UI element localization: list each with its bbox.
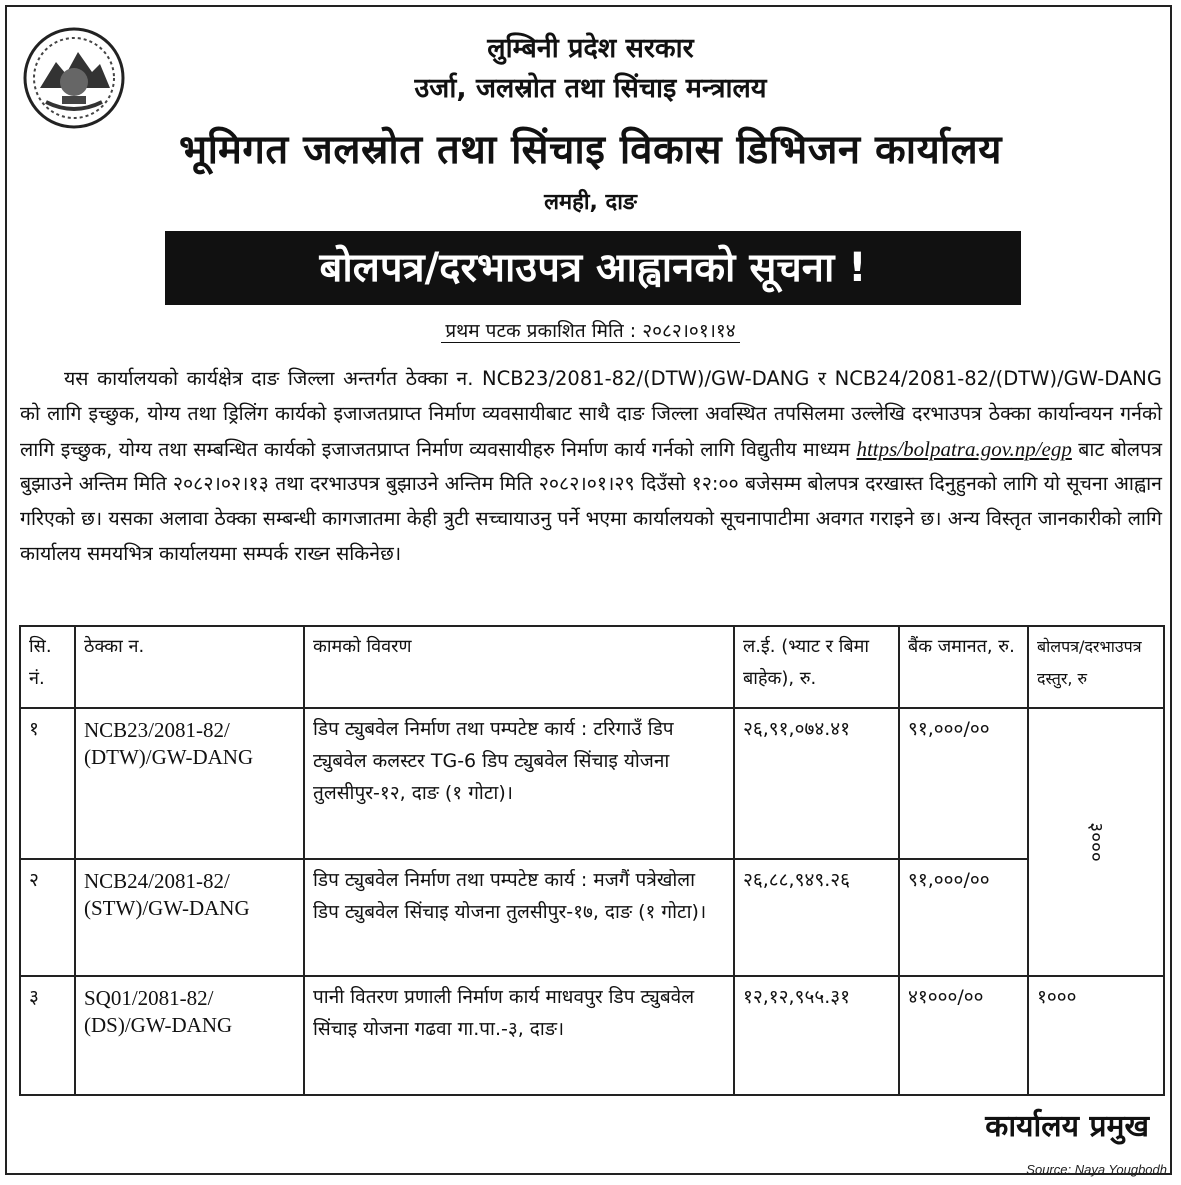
- header-description: कामको विवरण: [304, 626, 734, 708]
- table-row: [20, 976, 1164, 1095]
- notice-body-text-2: बाट बोलपत्र बुझाउने अन्तिम मिति २०८२।०२।१३ तथा दरभाउपत्र बुझाउने अन्तिम मिति २०८२।०१।२९ दिउँसो १२:०० बजेसम्म बोलपत्र दरखास्त दिनुहुनको लागि यो सूचना आह्वान गरिएको छ। यसका अलावा ठेक्का सम्बन्धी कागजातमा केही त्रुटी सच्चायाउनु पर्ने भएमा कार्यालयको सूचनापाटीमा अवगत गराइने छ। अन्य विस्तृत जानकारीको लागि कार्यालय समयभित्र कार्यालयमा सम्पर्क राख्न सकिनेछ।: [20, 437, 1162, 565]
- notice-title-banner: बोलपत्र/दरभाउपत्र आह्वानको सूचना !: [165, 231, 1021, 305]
- header-contract: ठेक्का न.: [75, 626, 304, 708]
- table-row: [20, 859, 1164, 977]
- row-sn: ३: [20, 976, 75, 1095]
- row-description: पानी वितरण प्रणाली निर्माण कार्य माधवपुर डिप ट्युबवेल सिंचाइ योजना गढवा गा.पा.-३, दाङ।: [304, 976, 734, 1095]
- row-estimate: २६,८८,९४९.२६: [734, 859, 899, 977]
- contracts-table: [19, 625, 1165, 1096]
- header-guarantee: बैंक जमानत, रु.: [899, 626, 1028, 708]
- publish-date: प्रथम पटक प्रकाशित मिति : २०८२।०१।१४: [0, 317, 1181, 343]
- row-estimate: १२,१२,९५५.३१: [734, 976, 899, 1095]
- signatory-title: कार्यालय प्रमुख: [985, 1109, 1149, 1144]
- row-contract: NCB24/2081-82/ (STW)/GW-DANG: [75, 859, 304, 977]
- row-description: डिप ट्युबवेल निर्माण तथा पम्पटेष्ट कार्य : टरिगाउँ डिप ट्युबवेल कलस्टर TG-6 डिप ट्युबवेल सिंचाइ योजना तुलसीपुर-१२, दाङ (१ गोटा)।: [304, 708, 734, 859]
- table-header-row: [20, 626, 1164, 708]
- source-credit: Source: Naya Yougbodh: [1026, 1162, 1167, 1177]
- row-guarantee: ९१,०००/००: [899, 708, 1028, 859]
- header-sn: सि. नं.: [20, 626, 75, 708]
- notice-body: [20, 362, 1162, 572]
- row-guarantee: ९१,०००/००: [899, 859, 1028, 977]
- table-row: [20, 708, 1164, 859]
- row-contract: NCB23/2081-82/ (DTW)/GW-DANG: [75, 708, 304, 859]
- row-sn: १: [20, 708, 75, 859]
- egp-link[interactable]: https/bolpatra.gov.np/egp: [856, 436, 1072, 461]
- row-fee: १०००: [1028, 976, 1164, 1095]
- row-estimate: २६,९१,०७४.४१: [734, 708, 899, 859]
- row-contract: SQ01/2081-82/ (DS)/GW-DANG: [75, 976, 304, 1095]
- notice-body-text-1: यस कार्यालयको कार्यक्षेत्र दाङ जिल्ला अन्तर्गत ठेक्का न. NCB23/2081-82/(DTW)/GW-DANG र NCB24/2081-82/(DTW)/GW-DANG को लागि इच्छुक, योग्य तथा ड्रिलिंग कार्यको इजाजतप्राप्त निर्माण व्यवसायीबाट साथै दाङ जिल्ला अवस्थित तपसिलमा उल्लेखि दरभाउपत्र ठेक्का कार्यान्वयन गर्नको लागि इच्छुक, योग्य तथा सम्बन्धित कार्यको इजाजतप्राप्त निर्माण व्यवसायीहरु निर्माण कार्य गर्नको लागि विद्युतीय माध्यम: [20, 367, 1162, 461]
- office-location: लमही, दाङ: [544, 190, 637, 215]
- header-estimate: ल.ई. (भ्याट र बिमा बाहेक), रु.: [734, 626, 899, 708]
- header-fee: बोलपत्र/दरभाउपत्र दस्तुर, रु: [1028, 626, 1164, 708]
- row-sn: २: [20, 859, 75, 977]
- office-name: भूमिगत जलस्रोत तथा सिंचाइ विकास डिभिजन कार्यालय: [179, 127, 1002, 173]
- merged-fee-value: ३०००: [1085, 822, 1107, 863]
- merged-fee-cell: [1028, 708, 1164, 976]
- row-guarantee: ४१०००/००: [899, 976, 1028, 1095]
- row-description: डिप ट्युबवेल निर्माण तथा पम्पटेष्ट कार्य : मजगैं पत्रेखोला डिप ट्युबवेल सिंचाइ योजना तुलसीपुर-१७, दाङ (१ गोटा)।: [304, 859, 734, 977]
- ministry-name: उर्जा, जलस्रोत तथा सिंचाइ मन्त्रालय: [414, 73, 767, 104]
- province-name: लुम्बिनी प्रदेश सरकार: [487, 33, 694, 64]
